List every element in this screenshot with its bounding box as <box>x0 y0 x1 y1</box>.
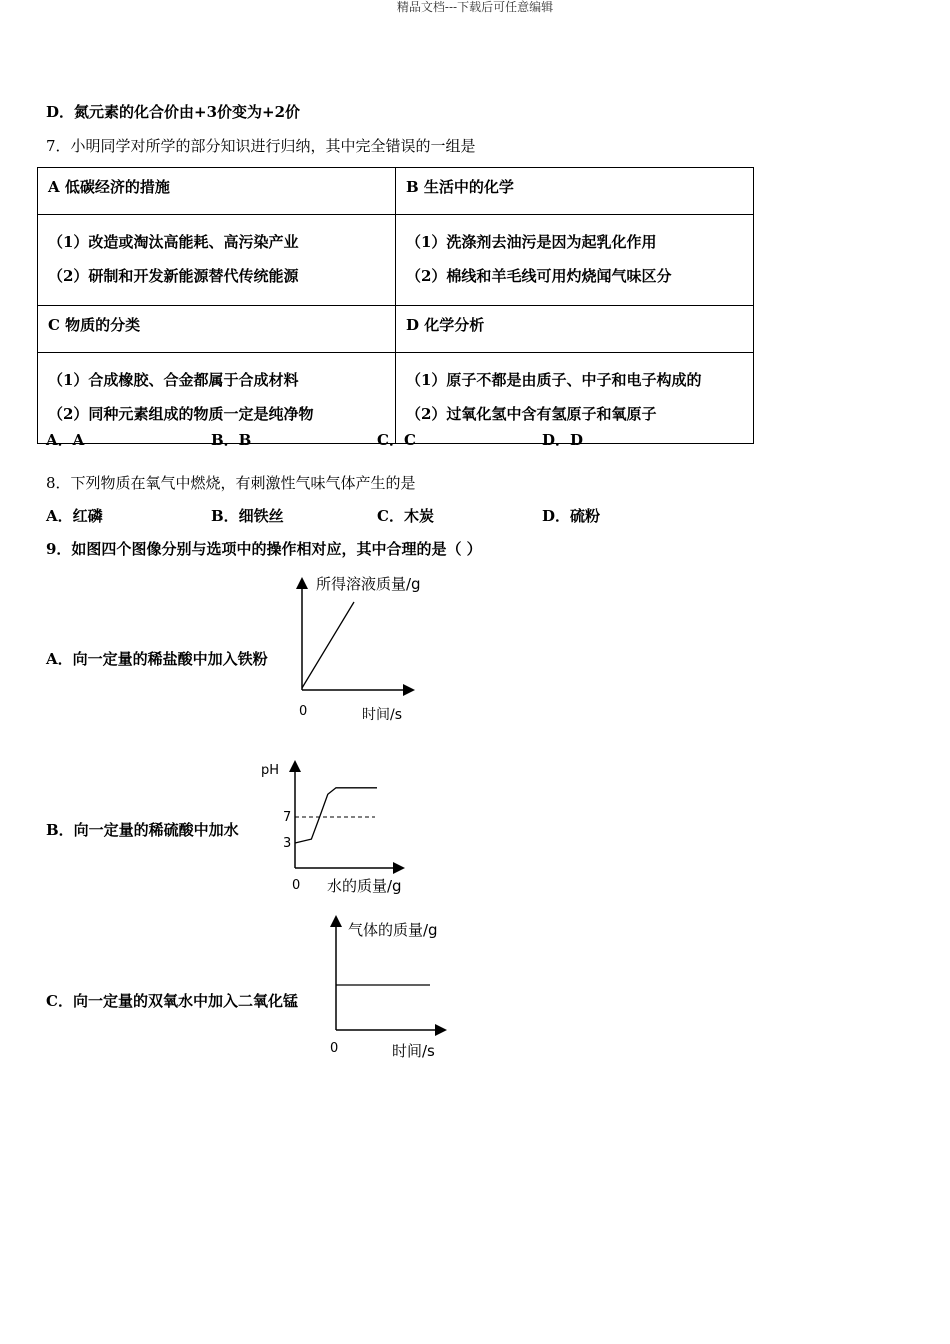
q8-stem: 8．下列物质在氧气中燃烧，有刺激性气味气体产生的是 <box>46 474 416 492</box>
q8-option-b: B．细铁丝 <box>211 507 284 525</box>
page-header: 精品文档---下载后可任意编辑 <box>396 0 554 14</box>
q7-option-b: B．B <box>211 431 252 449</box>
graph-b-xlabel: 水的质量/g <box>327 877 402 895</box>
q7-cell-d-title: D 化学分析 <box>396 306 754 353</box>
q8-option-a: A．红磷 <box>46 507 103 525</box>
graph-a-ylabel: 所得溶液质量/g <box>316 575 421 593</box>
q7-cell-b-item: （2）棉线和羊毛线可用灼烧闻气味区分 <box>406 267 672 285</box>
q7-cell-c-item: （2）同种元素组成的物质一定是纯净物 <box>48 405 314 423</box>
q7-cell-b-item: （1）洗涤剂去油污是因为起乳化作用 <box>406 233 657 251</box>
q7-option-c: C．C <box>377 431 416 449</box>
q7-cell-b-body <box>396 215 754 306</box>
graph-c <box>318 912 458 1064</box>
graph-a-xlabel: 时间/s <box>362 707 403 723</box>
q7-cell-d-item: （2）过氧化氢中含有氢原子和氧原子 <box>406 405 657 423</box>
q7-cell-b-title: B 生活中的化学 <box>396 168 754 215</box>
q7-cell-a-item: （1）改造或淘汰高能耗、高污染产业 <box>48 233 299 251</box>
q7-option-a: A．A <box>46 431 85 449</box>
graph-a-origin: 0 <box>299 704 308 719</box>
q8-option-c: C．木炭 <box>377 507 434 525</box>
q8-option-d: D．硫粉 <box>542 507 601 525</box>
q9-stem: 9．如图四个图像分别与选项中的操作相对应，其中合理的是（ ） <box>46 540 482 558</box>
q9-option-a: A．向一定量的稀盐酸中加入铁粉 <box>46 650 268 668</box>
graph-b-ylabel: pH <box>261 763 280 778</box>
graph-c-ylabel: 气体的质量/g <box>348 921 438 939</box>
graph-b-series-line <box>295 788 377 843</box>
q6-option-d: D．氮元素的化合价由+3价变为+2价 <box>46 103 301 121</box>
graph-c-xlabel: 时间/s <box>392 1042 435 1060</box>
graph-b-ytick-7: 7 <box>283 810 292 825</box>
q7-cell-d-item: （1）原子不都是由质子、中子和电子构成的 <box>406 371 702 389</box>
q7-cell-c-item: （1）合成橡胶、合金都属于合成材料 <box>48 371 299 389</box>
graph-b <box>255 755 420 900</box>
q9-option-b: B．向一定量的稀硫酸中加水 <box>46 821 239 839</box>
q7-cell-a-title: A 低碳经济的措施 <box>38 168 396 215</box>
graph-b-ytick-3: 3 <box>283 836 292 851</box>
q7-option-d: D．D <box>542 431 584 449</box>
graph-a <box>280 568 450 728</box>
q7-cell-a-body <box>38 215 396 306</box>
graph-a-series-line <box>302 602 354 688</box>
q7-cell-a-item: （2）研制和开发新能源替代传统能源 <box>48 267 299 285</box>
q7-stem: 7．小明同学对所学的部分知识进行归纳，其中完全错误的一组是 <box>46 137 476 155</box>
graph-b-origin: 0 <box>292 878 301 893</box>
q7-cell-c-title: C 物质的分类 <box>38 306 396 353</box>
graph-c-origin: 0 <box>330 1041 339 1056</box>
q7-table <box>37 167 754 444</box>
q9-option-c: C．向一定量的双氧水中加入二氧化锰 <box>46 992 298 1010</box>
